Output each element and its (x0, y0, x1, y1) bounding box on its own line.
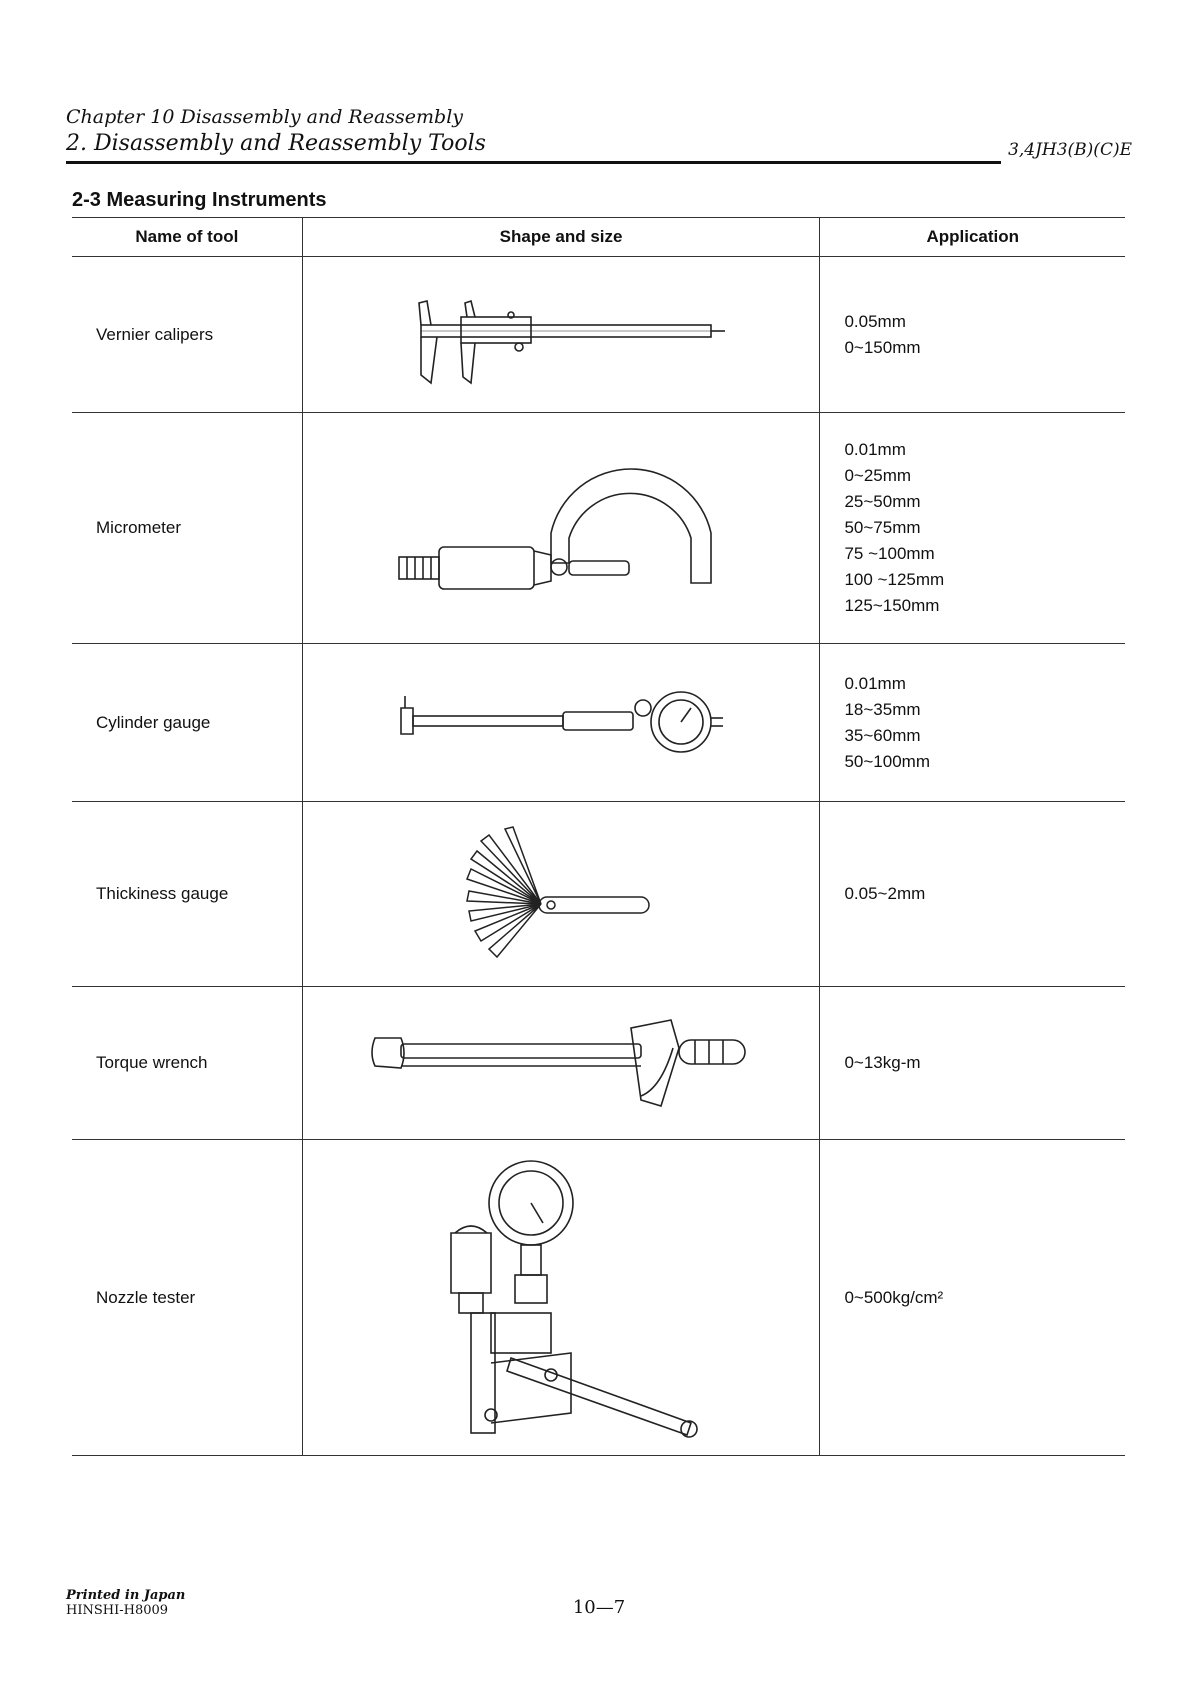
tool-shape (302, 987, 820, 1140)
table-row (72, 413, 1125, 644)
tool-shape (302, 257, 820, 413)
document-code: HINSHI-H8009 (66, 1603, 169, 1618)
spec-value: 0.05mm (844, 311, 906, 331)
tool-shape (302, 802, 820, 987)
tool-name: Cylinder gauge (72, 644, 302, 802)
spec-value: 100 ~125mm (844, 570, 945, 589)
thickness-gauge-icon (461, 819, 661, 969)
model-code: 3,4JH3(B)(C)E (1008, 140, 1132, 160)
spec-value: 0.01mm (844, 673, 906, 693)
spec-value: 18~35mm (844, 699, 921, 719)
spec-value: 0~25mm (844, 466, 912, 485)
page-number: 10—7 (572, 1597, 626, 1618)
table-row (72, 987, 1125, 1140)
micrometer-icon (391, 443, 731, 613)
tool-name: Torque wrench (72, 987, 302, 1140)
printed-in-japan: Printed in Japan (66, 1588, 186, 1603)
section-title: 2. Disassembly and Reassembly Tools (66, 131, 486, 156)
spec-value: 0~13kg-m (844, 1053, 921, 1072)
tool-shape (302, 413, 820, 644)
spec-value: 0~500kg/cm² (844, 1287, 944, 1307)
spec-value: 75 ~100mm (844, 544, 935, 563)
subsection-title: 2-3 Measuring Instruments (72, 189, 327, 211)
tool-application (820, 987, 1125, 1140)
column-header-application: Application (820, 218, 1125, 257)
tool-application (820, 1140, 1125, 1456)
table-row (72, 257, 1125, 413)
header-rule (66, 161, 1001, 164)
spec-value: 0.01mm (844, 440, 906, 459)
tool-name: Vernier calipers (72, 257, 302, 413)
spec-value: 25~50mm (844, 492, 921, 511)
spec-value: 50~75mm (844, 518, 921, 537)
column-header-shape: Shape and size (302, 218, 820, 257)
tool-name: Thickiness gauge (72, 802, 302, 987)
tool-shape (302, 1140, 820, 1456)
tool-application (820, 413, 1125, 644)
tool-name: Micrometer (72, 413, 302, 644)
spec-value: 0.05~2mm (844, 884, 926, 903)
nozzle-tester-icon (411, 1153, 711, 1443)
spec-value: 125~150mm (844, 596, 940, 615)
table-header-row (72, 218, 1125, 257)
chapter-title: Chapter 10 Disassembly and Reassembly (66, 106, 464, 128)
tool-application (820, 644, 1125, 802)
tool-application (820, 257, 1125, 413)
tool-shape (302, 644, 820, 802)
table-row (72, 802, 1125, 987)
column-header-name: Name of tool (72, 218, 302, 257)
spec-value: 50~100mm (844, 751, 930, 771)
vernier-calipers-icon (391, 285, 731, 385)
tool-application (820, 802, 1125, 987)
torque-wrench-icon (361, 1008, 761, 1118)
table-row (72, 644, 1125, 802)
spec-value: 0~150mm (844, 337, 921, 357)
spec-value: 35~60mm (844, 725, 921, 745)
table-row (72, 1140, 1125, 1456)
measuring-instruments-table (72, 217, 1125, 1456)
tool-name: Nozzle tester (72, 1140, 302, 1456)
cylinder-gauge-icon (391, 678, 731, 768)
